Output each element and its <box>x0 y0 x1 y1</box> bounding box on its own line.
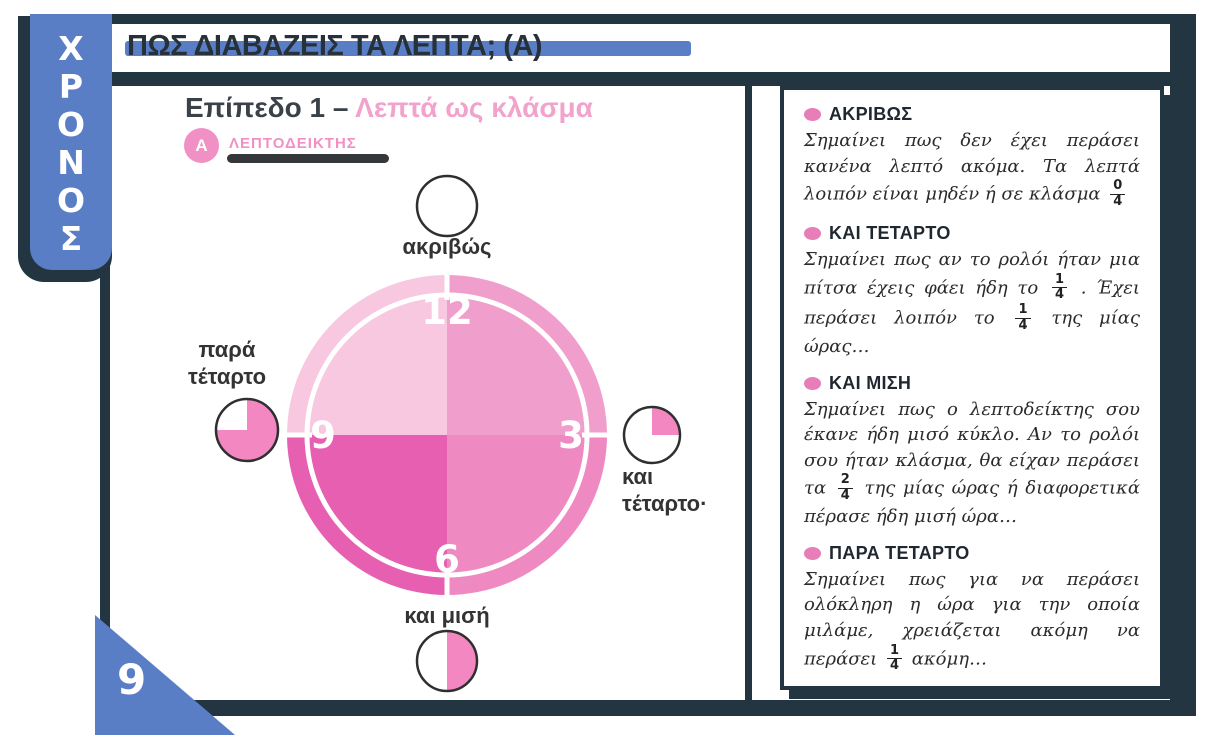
label-quarter-to: παρά τέταρτο <box>187 337 267 389</box>
explanation-panel <box>780 86 1164 690</box>
sidebar-letter: Ν <box>57 143 85 182</box>
clock-number-9: 9 <box>310 414 336 457</box>
sidebar-letter: Χ <box>58 29 84 68</box>
badge-letter: Α <box>195 135 208 155</box>
panel-section <box>804 223 1140 360</box>
bullet-icon <box>804 227 821 240</box>
section-text: Σημαίνει πως για να περάσει ολόκληρη η ώρα για την οποία μιλάμε, χρειάζεται ακόμη να περάσει $\frac{1}{4}$ ακόμη… <box>804 568 1140 674</box>
lesson-panel <box>110 86 752 700</box>
bullet-icon <box>804 377 821 390</box>
sidebar-letter: Σ <box>59 219 83 258</box>
clock-number-12: 12 <box>421 290 473 333</box>
fraction: $\frac{1}{4}$ <box>887 644 902 675</box>
level-title-highlight: Λεπτά ως κλάσμα <box>355 92 593 123</box>
explanation-sections <box>784 90 1160 674</box>
section-heading: ΚΑΙ ΜΙΣΗ <box>829 372 912 393</box>
fraction: $\frac{1}{4}$ <box>1052 273 1067 304</box>
section-heading: ΠΑΡΑ ΤΕΤΑΡΤΟ <box>829 542 970 563</box>
label-quarter-past: και τέταρτο· <box>622 464 708 516</box>
panel-section <box>804 543 1140 675</box>
section-heading: ΑΚΡΙΒΩΣ <box>829 104 913 124</box>
fraction: $\frac{1}{4}$ <box>1015 303 1030 334</box>
mini-clock-quarter-to <box>216 399 278 461</box>
section-heading: ΚΑΙ ΤΕΤΑΡΤΟ <box>829 222 951 243</box>
clock-number-6: 6 <box>434 538 460 581</box>
page-number: 9 <box>117 655 147 704</box>
level-title-prefix: Επίπεδο 1 – <box>185 92 356 123</box>
frame-right-border <box>1170 14 1196 716</box>
section-header <box>804 104 1140 125</box>
sidebar-letter: Ρ <box>58 67 84 106</box>
frame-top-border <box>100 14 1196 24</box>
panel-section <box>804 373 1140 530</box>
label-exactly: ακριβώς <box>402 234 492 259</box>
mini-clock-quarter-past <box>624 407 680 463</box>
fraction: $\frac{2}{4}$ <box>838 473 853 504</box>
mini-clock-exactly <box>417 176 477 236</box>
sidebar-letter: Ο <box>56 105 86 144</box>
mini-clock-half-past <box>417 631 477 691</box>
section-header <box>804 543 1140 564</box>
page-title: ΠΩΣ ΔΙΑΒΑΖΕΙΣ ΤΑ ΛΕΠΤΑ; (Α) <box>127 30 542 62</box>
section-text: Σημαίνει πως δεν έχει περάσει κανένα λεπτό ακόμα. Τα λεπτά λοιπόν είναι μηδέν ή σε κλάσμα $\frac{0}{4}$ <box>804 130 1140 210</box>
badge-label: ΛΕΠΤΟΔΕΙΚΤΗΣ <box>229 135 357 152</box>
frame-bottom-border <box>100 700 1196 716</box>
sidebar-letter: Ο <box>56 181 86 220</box>
sidebar-ribbon <box>30 14 112 270</box>
bullet-icon <box>804 108 821 121</box>
label-half-past: και μισή <box>404 603 490 628</box>
clock-number-3: 3 <box>558 414 584 457</box>
panel-section <box>804 104 1140 210</box>
section-header <box>804 223 1140 244</box>
bullet-icon <box>804 547 821 560</box>
header-divider <box>100 72 1170 86</box>
section-text: Σημαίνει πως ο λεπτοδείκτης σου έκανε ήδη μισό κύκλο. Αν το ρολόι σου ήταν κλάσμα, θα είχαν περάσει τα $\frac{2}{4}$ της μίας ώρας ή διαφορετικά πέρασε ήδη μισή ώρα… <box>804 398 1140 528</box>
header <box>110 24 1170 72</box>
section-text: Σημαίνει πως αν το ρολόι ήταν μια πίτσα έχεις φάει ήδη το $\frac{1}{4}$ . Έχει περάσει λοιπόν το $\frac{1}{4}$ της μίας ώρας… <box>804 248 1140 358</box>
section-header <box>804 373 1140 394</box>
fraction: $\frac{0}{4}$ <box>1110 179 1125 210</box>
